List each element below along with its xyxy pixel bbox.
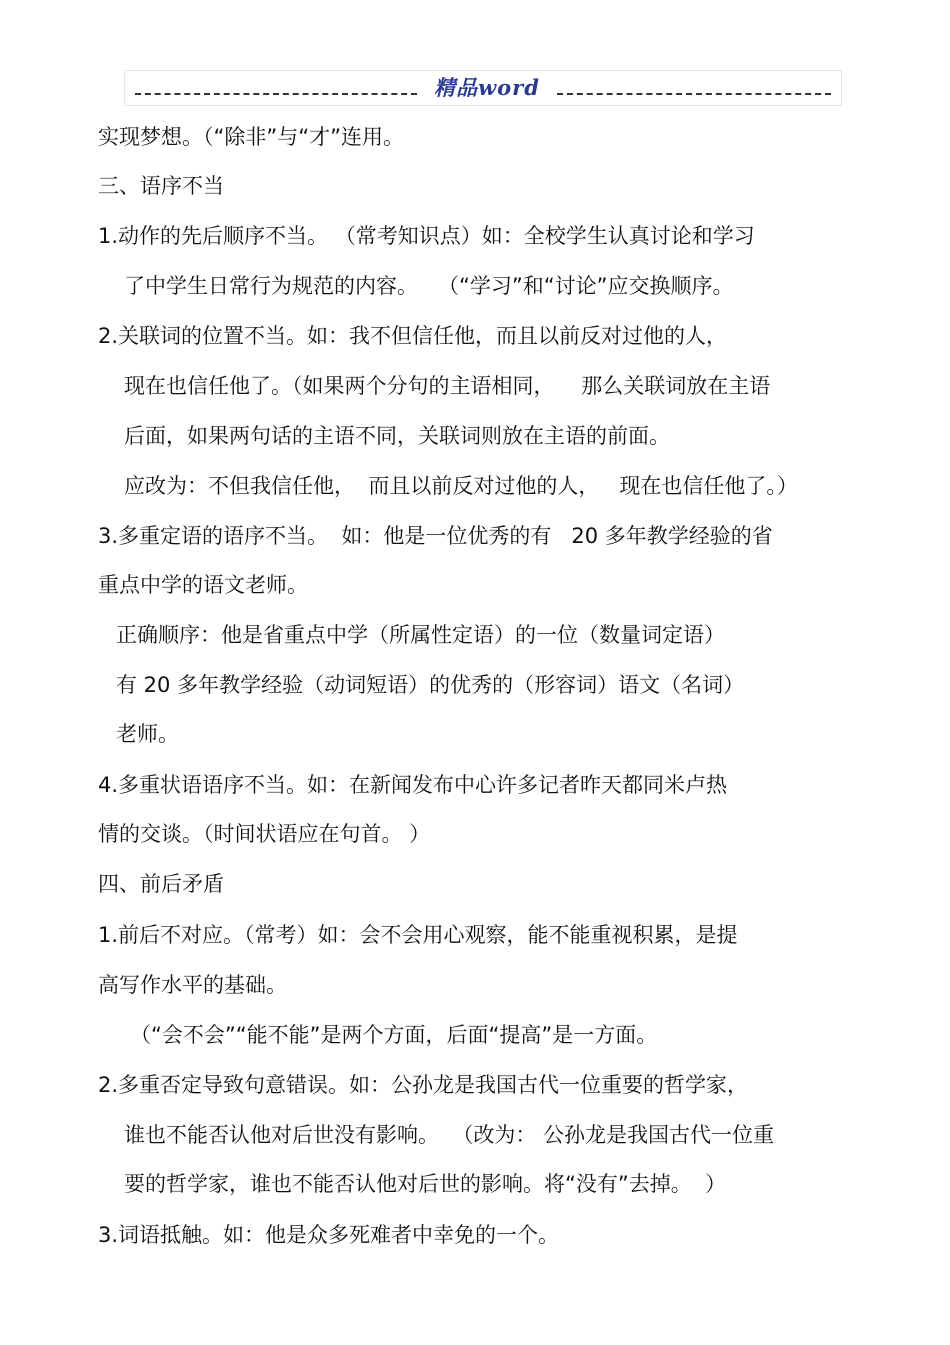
page-header: [124, 70, 842, 106]
text-line: 3.词语抵触。如：他是众多死难者中幸免的一个。: [98, 1223, 560, 1247]
text-line: 1.前后不对应。（常考）如：会不会用心观察，能不能重视积累，是提: [98, 923, 738, 947]
text-line: 2.关联词的位置不当。如：我不但信任他，而且以前反对过他的人，: [98, 324, 728, 348]
text-line: 4.多重状语语序不当。如：在新闻发布中心许多记者昨天都同米卢热: [98, 773, 728, 797]
text-line: 2.多重否定导致句意错误。如：公孙龙是我国古代一位重要的哲学家，: [98, 1073, 749, 1097]
text-line: 重点中学的语文老师。: [98, 573, 308, 597]
section-heading: 三、语序不当: [98, 174, 224, 198]
text-line: 现在也信任他了。（如果两个分句的主语相同， 那么关联词放在主语: [124, 374, 771, 398]
text-line: 正确顺序：他是省重点中学（所属性定语）的一位（数量词定语）: [116, 623, 725, 647]
text-line: 老师。: [116, 722, 179, 746]
text-line: 实现梦想。（“除非”与“才”连用。: [98, 125, 405, 149]
text-line: 情的交谈。（时间状语应在句首。 ）: [98, 822, 431, 846]
header-dash-right: [557, 93, 831, 95]
text-line: 有 20 多年教学经验（动词短语）的优秀的（形容词）语文（名词）: [116, 673, 745, 697]
text-line: 后面，如果两句话的主语不同，关联词则放在主语的前面。: [124, 424, 670, 448]
text-line: 谁也不能否认他对后世没有影响。 （改为： 公孙龙是我国古代一位重: [124, 1123, 775, 1147]
header-dash-left: [135, 93, 417, 95]
section-heading: 四、前后矛盾: [98, 872, 224, 896]
text-line: 了中学生日常行为规范的内容。 （“学习”和“讨论”应交换顺序。: [124, 274, 734, 298]
text-line: 高写作水平的基础。: [98, 973, 287, 997]
text-line: （“会不会”“能不能”是两个方面，后面“提高”是一方面。: [130, 1023, 658, 1047]
text-line: 3.多重定语的语序不当。 如：他是一位优秀的有 20 多年教学经验的省: [98, 524, 773, 548]
text-line: 应改为：不但我信任他， 而且以前反对过他的人， 现在也信任他了。）: [124, 474, 798, 498]
brand-logo: 精品word: [434, 75, 540, 100]
text-line: 要的哲学家，谁也不能否认他对后世的影响。将“没有”去掉。 ）: [124, 1172, 727, 1196]
text-line: 1.动作的先后顺序不当。 （常考知识点）如：全校学生认真讨论和学习: [98, 224, 755, 248]
